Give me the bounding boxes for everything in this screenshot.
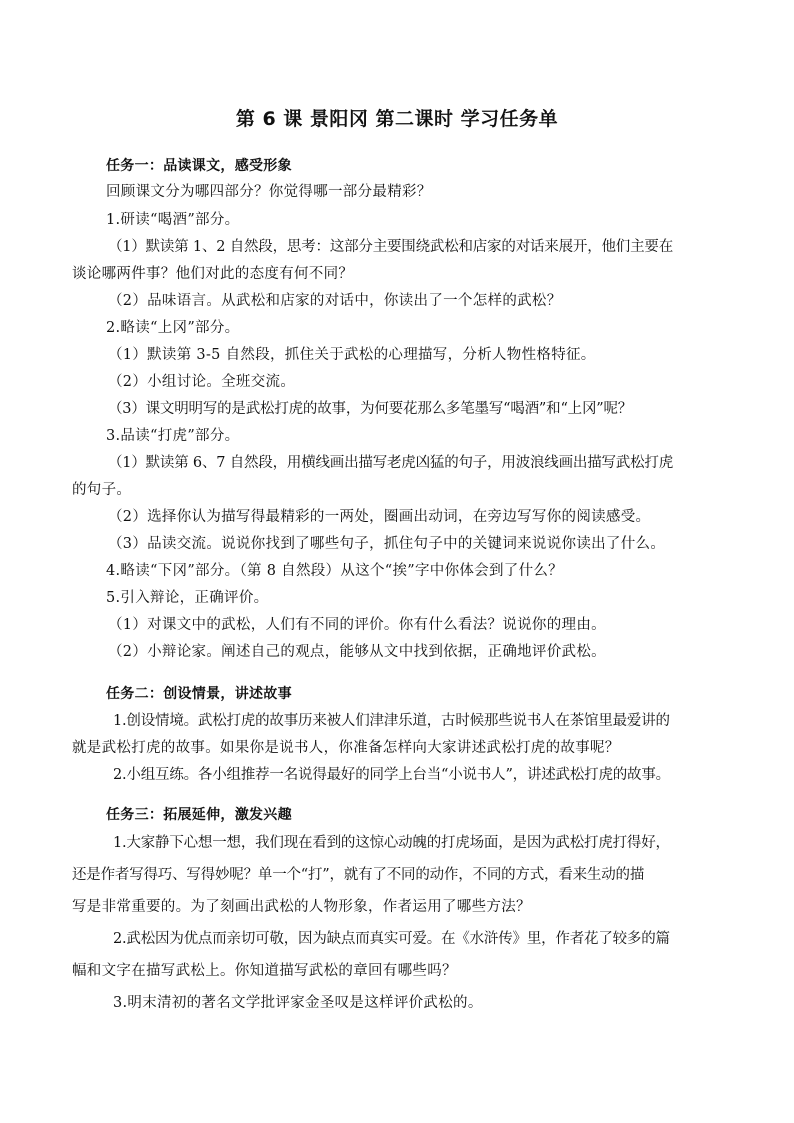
task3-heading: 任务三：拓展延伸，激发兴趣 (106, 807, 292, 823)
task1-item-5-2: （2）小辩论家。阐述自己的观点，能够从文中找到依据，正确地评价武松。 (108, 644, 606, 660)
task1-item-2-1: （1）默读第 3-5 自然段，抓住关于武松的心理描写，分析人物性格特征。 (108, 347, 596, 363)
task1-item-1-2: （2）品味语言。从武松和店家的对话中，你读出了一个怎样的武松？ (108, 293, 562, 309)
page-title: 第 6 课 景阳冈 第二课时 学习任务单 (235, 108, 559, 130)
task3-item-3: 3.明末清初的著名文学批评家金圣叹是这样评价武松的。 (113, 995, 483, 1011)
task3-item-1-cont1: 还是作者写得巧、写得妙呢？单一个“打”，就有了不同的动作，不同的方式，看来生动的描 (72, 867, 645, 883)
task1-item-2-2: （2）小组讨论。全班交流。 (108, 374, 296, 390)
task3-item-2: 2.武松因为优点而亲切可敬，因为缺点而真实可爱。在《水浒传》里，作者花了较多的篇 (113, 931, 670, 947)
task1-item-1: 1.研读“喝酒”部分。 (106, 212, 240, 228)
task1-item-5-1: （1）对课文中的武松，人们有不同的评价。你有什么看法？说说你的理由。 (108, 617, 606, 633)
task1-item-2-3: （3）课文明明写的是武松打虎的故事，为何要花那么多笔墨写“喝酒”和“上冈”呢？ (108, 401, 633, 417)
task1-item-3: 3.品读“打虎”部分。 (106, 428, 240, 444)
task1-item-3-1: （1）默读第 6、7 自然段，用横线画出描写老虎凶猛的句子，用波浪线画出描写武松打虎 (108, 455, 673, 471)
task1-item-3-1-cont: 的句子。 (72, 482, 132, 498)
task3-item-1-cont2: 写是非常重要的。为了刻画出武松的人物形象，作者运用了哪些方法？ (72, 899, 531, 915)
task1-item-1-1-cont: 谈论哪两件事？他们对此的态度有何不同？ (72, 266, 354, 282)
task1-item-4: 4.略读“下冈”部分。（第 8 自然段）从这个“挨”字中你体会到了什么？ (106, 563, 563, 579)
task3-item-2-cont: 幅和文字在描写武松上。你知道描写武松的章回有哪些吗？ (72, 963, 457, 979)
task2-item-2: 2.小组互练。各小组推荐一名说得最好的同学上台当“小说书人”，讲述武松打虎的故事。 (113, 767, 670, 783)
task2-item-1: 1.创设情境。武松打虎的故事历来被人们津津乐道，古时候那些说书人在茶馆里最爱讲的 (113, 713, 670, 729)
task1-item-3-3: （3）品读交流。说说你找到了哪些句子，抓住句子中的关键词来说说你读出了什么。 (108, 536, 666, 552)
task1-intro: 回顾课文分为哪四部分？你觉得哪一部分最精彩？ (106, 184, 432, 200)
task1-heading: 任务一：品读课文，感受形象 (106, 158, 292, 174)
task1-item-2: 2.略读“上冈”部分。 (106, 320, 240, 336)
task2-heading: 任务二：创设情景，讲述故事 (106, 686, 292, 702)
task3-item-1: 1.大家静下心想一想，我们现在看到的这惊心动魄的打虎场面，是因为武松打虎打得好， (113, 835, 670, 851)
task2-item-1-cont: 就是武松打虎的故事。如果你是说书人，你准备怎样向大家讲述武松打虎的故事呢？ (72, 740, 620, 756)
task1-item-1-1: （1）默读第 1、2 自然段，思考：这部分主要围绕武松和店家的对话来展开，他们主要在 (108, 239, 673, 255)
task1-item-3-2: （2）选择你认为描写得最精彩的一两处，圈画出动词，在旁边写写你的阅读感受。 (108, 509, 651, 525)
task1-item-5: 5.引入辩论，正确评价。 (106, 590, 269, 606)
